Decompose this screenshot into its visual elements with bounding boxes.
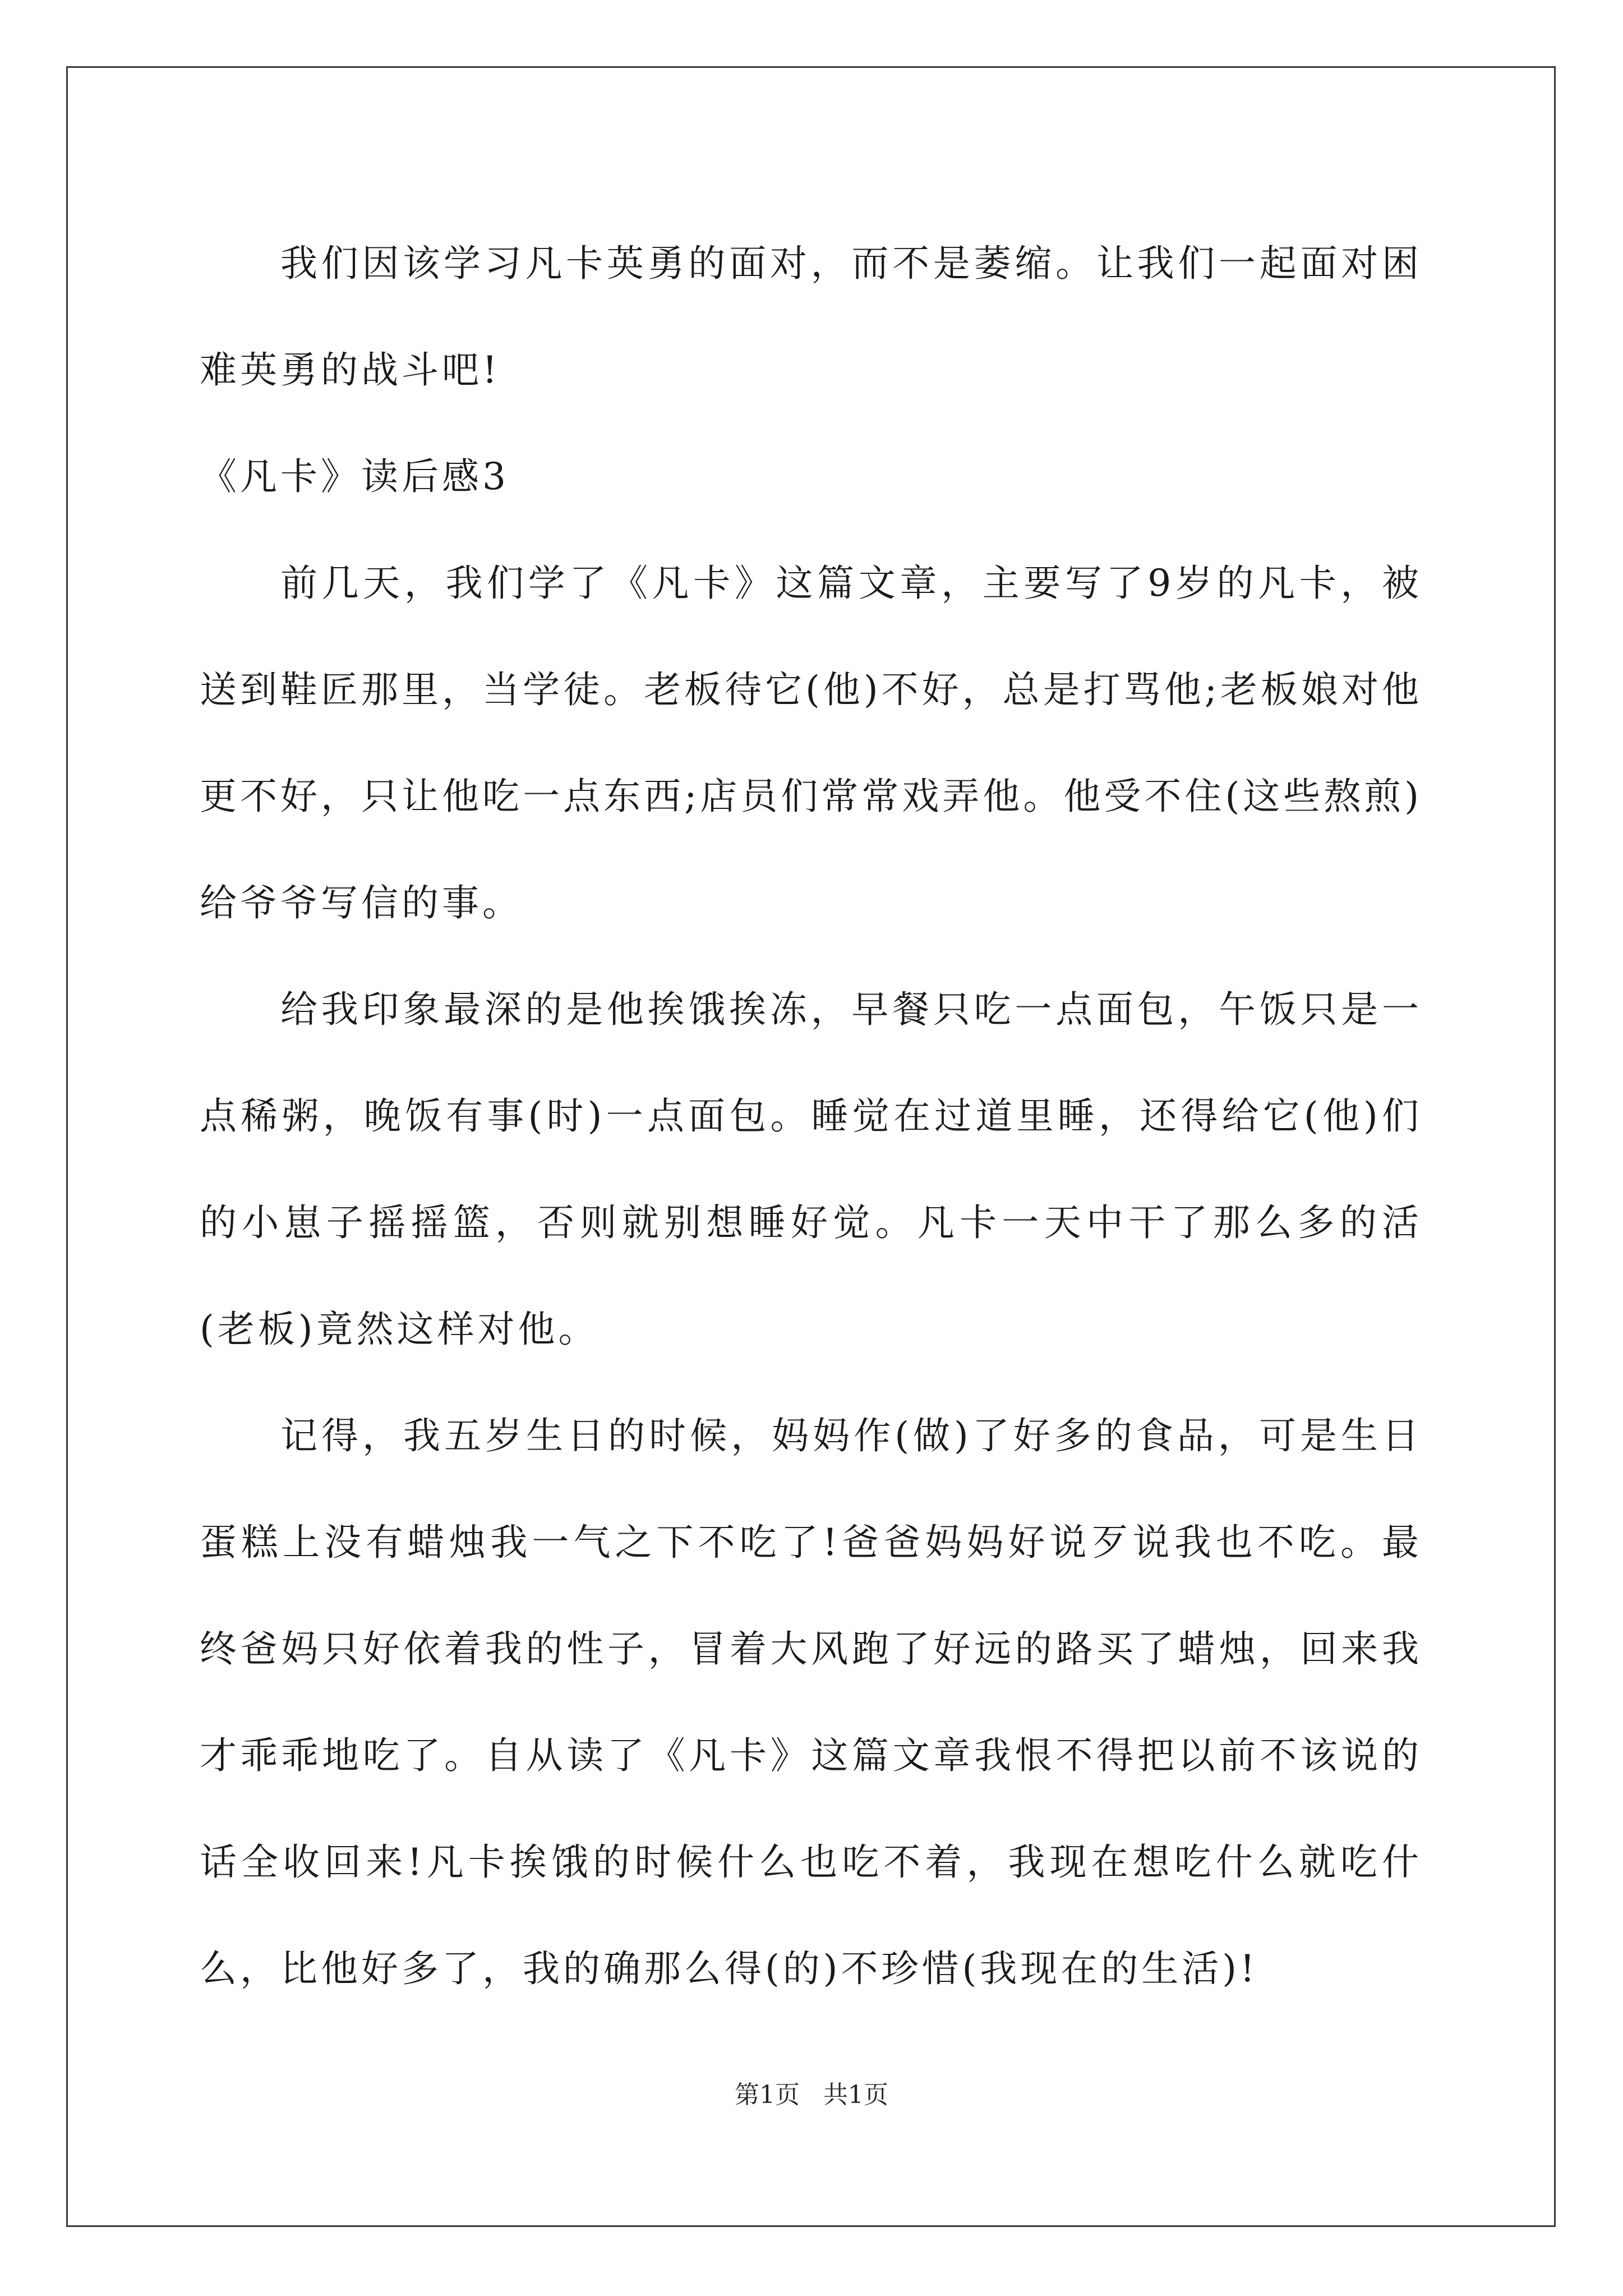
- paragraph-3: 给我印象最深的是他挨饿挨冻，早餐只吃一点面包，午饭只是一点稀粥，晚饭有事(时)一点面包。睡觉在过道里睡，还得给它(他)们的小崽子摇摇篮，否则就别想睡好觉。凡卡一天中干了那么多的活(老板)竟然这样对他。: [200, 988, 1422, 1351]
- paragraph-4: 记得，我五岁生日的时候，妈妈作(做)了好多的食品，可是生日蛋糕上没有蜡烛我一气之下不吃了!爸爸妈妈好说歹说我也不吃。最终爸妈只好依着我的性子，冒着大风跑了好远的路买了蜡烛，回来我才乖乖地吃了。自从读了《凡卡》这篇文章我恨不得把以前不该说的话全收回来!凡卡挨饿的时候什么也吃不着，我现在想吃什么就吃什么，比他好多了，我的确那么得(的)不珍惜(我现在的生活)!: [200, 1414, 1422, 1990]
- paragraph-2: 前几天，我们学了《凡卡》这篇文章，主要写了9岁的凡卡，被送到鞋匠那里，当学徒。老板待它(他)不好，总是打骂他;老板娘对他更不好，只让他吃一点东西;店员们常常戏弄他。他受不住(这些熬煎)给爷爷写信的事。: [200, 562, 1422, 924]
- section-heading: 《凡卡》读后感3: [200, 455, 509, 498]
- paragraph-1: 我们因该学习凡卡英勇的面对，而不是萎缩。让我们一起面对困难英勇的战斗吧!: [200, 242, 1422, 392]
- page-footer: [0, 2078, 1623, 2112]
- page-total: 共1页: [823, 2081, 888, 2109]
- page-number: 第1页: [735, 2081, 800, 2109]
- document-body: [200, 210, 1422, 2022]
- footer-spacer: [800, 2081, 823, 2109]
